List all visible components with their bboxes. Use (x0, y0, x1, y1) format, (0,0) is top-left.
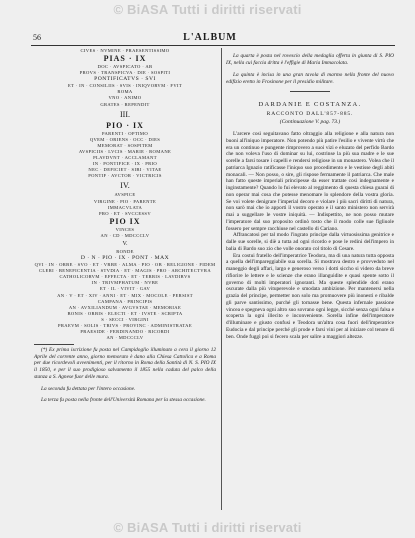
inscription-line: CIVES · NVMINE · PRAESENTISSIMO (80, 48, 170, 53)
section-numeral: V. (122, 240, 128, 247)
page-header (27, 33, 393, 45)
inscription-line: PIO IX (109, 216, 141, 226)
footnote: La terza fu posta nella fronte dell'Università Romana per la stessa occasione. (41, 397, 206, 404)
footnote: La seconda fu dettata per l'intero occasione. (41, 385, 136, 392)
inscription-line: AN · AVXILIANDUM · AVGVSTAE · MEMORIAE (68, 304, 182, 310)
inscription-line: CATHOLICORVM · EFFECTA · ET · TERRIS · LAVDIBVS (59, 274, 191, 280)
inscription-line: QVEM · ORIENS · OCC · DIES (89, 136, 161, 142)
body-paragraph: Affrancatosi per tal modo l'ingrato principe dalla virtuosissima genitrice e dalle sue sorelle, si diè a tutta ad ogni ricordo e pose le redini dell'impero in balia di Bardo suo zio che volle onorato col titolo di Cesare. (226, 232, 394, 252)
inscription-line: VIRGINE · PIO · PARENTE (93, 198, 157, 204)
body-paragraph: L'arcere così seguitavano fatto oltraggio alla religione e alla natura non buoni all'iniquo imperatore. Non potendo più patire l'esilio e vivente virtù che era un continuo e pungente rimprovero a suoi vizi e eluzato del perfido Bardo che non voleva l'uso di dominar su lui, costrinse la più sua madre e le sue sorelle a farsi tosare i capelli e rendersi religiose in un monastero. Volea che il patriarca Ignazio ratificasse l'iniquo suo procedimento e le vestisse degli abiti monacali. — Non posso, o sire, gli rispose fermamente il patriarca. Che male han fatto queste imperiali principesse da esser trattate così indegnamente e inginstamente? Quando lo fui elevato al reggimento di questa chiesa guarai di non operar mai cosa che potesse menomare lo splendore della vostra gloria. Se voi volete denigrare l'imperial decoro e violare i più sacri diritti di natura, non sarò mai che io apporti il vostro operato e il santo ministero non servirà mai a suggellare le vostre iniquità. — Indispettito, ne non posso mutare l'imperatore dal suo proposito ordinò tosto che il modo colle sue figliuole fossero per sempre racchiuse nel castello di Cariano. (226, 131, 394, 232)
inscription-line: PIO · IX (106, 120, 144, 130)
inscription-line: PONTIF · AVCTOR · VICTRICIS (88, 173, 162, 179)
inscription-line: PONTIFICATVS · SVI (94, 76, 156, 83)
inscription-line: VINCES (115, 226, 135, 232)
inscriptions (34, 48, 216, 341)
inscription-line: RONDE (116, 248, 134, 254)
inscription-line: AN · CD · MDCCCLV (100, 232, 150, 238)
watermark-bottom: © BiASA Tutti i diritti riservati (113, 520, 302, 535)
inscription-line: D · N · PIO · IX · PONT · MAX (80, 255, 170, 262)
inscription-line: VNO · ANIMO (108, 95, 142, 101)
chapter-heading: RACCONTO DALL'857-885. (266, 111, 354, 118)
left-column (34, 48, 216, 409)
inscription-line: IMMACVLATA (107, 204, 143, 210)
right-column (226, 48, 394, 340)
journal-title: L'ALBUM (183, 32, 237, 43)
intro-paragraph: La quinta è incisa in una gran tavola di marmo nella fronte del nuovo edifizio eretto in Frosinone per il presidio militare. (226, 72, 394, 85)
inscription-line: ET · IN · CONSILIIS · SVIS · INIQVORVM · FVIT (67, 83, 183, 89)
inscription-line: QVI · IN · ORBE · SVO · ET · VRBE · ALMA · PIO · OB · RELIGIONE · FIDEM (34, 262, 216, 268)
section-rule (290, 91, 330, 92)
inscription-line: AVSPICE (114, 192, 136, 198)
inscription-line: CAMPANA · PRINCIPIS (97, 298, 153, 304)
page-number: 56 (33, 33, 41, 42)
section-numeral: III. (120, 109, 130, 119)
inscription-line: PROVS · TRANSPICVA · DIE · SOSPITI (79, 70, 171, 76)
inscription-line: IN · TRIVMPHATUM · NVBE (91, 280, 159, 286)
continuation-note: (Continuazione V. pag. 73.) (279, 119, 341, 126)
inscription-line: ROMA (117, 89, 133, 95)
inscription-line: AVSPICIIS · LVCIS · MARIE · ROMANE (78, 148, 172, 154)
inscription-line: PRAEVM · SOLIS · TRIVS · PROVINC · ADMINISTRATAE (57, 323, 192, 328)
inscription-line: CLERI · BENEFICENTIA · STVDIA · ET · MAGIS · PRO · ARCHITECTVRA (38, 268, 212, 274)
inscription-line: IN · PONTIFICE · IX · PRIO (92, 161, 158, 167)
header-rule (31, 45, 395, 46)
inscription-line: NEC · DEFICIET · SIBI · VITAE (88, 167, 162, 173)
footnote-rule (34, 344, 74, 345)
inscription-line: AN · MDCCCLV (106, 335, 144, 341)
inscription-line: S · SECCI · VIRGINI (101, 316, 149, 322)
footnote: (*) Ex prima iscrizione fu posta nel Campidoglio illuminato a cera il giorno 12 Aprile del corrente anno, giorno memorato è dano alla Chiesa Cattolica e a Roma per due ricordevoli avvenimenti, per il ritorno in Roma della Santità di N. S. PIO IX il 1850, e per il suo prodigioso salvamento il 1855 nella caduta del palco della stanza a S. Agnese fuor delle mura. (34, 347, 216, 380)
inscription-line: PRAESIDE · FERDINANDO · RICORDI (80, 329, 170, 335)
inscription-line: PARENTI · OPTIMO (101, 130, 148, 136)
article-title: DARDANIE E COSTANZA. (258, 101, 362, 109)
inscription-line: AN · V · ET · XIV · ANNI · ET · MIX · MOCOLE · PERSIST (57, 292, 193, 298)
section-numeral: IV. (120, 181, 130, 191)
inscription-line: ET · IL · VIVIT · GAV (99, 286, 151, 292)
column-divider (221, 48, 222, 510)
inscription-line: PRO · ET · SVCCESSV (98, 210, 151, 216)
intro-paragraph: La quarta è posta nel rovescio della medaglia offerta in giunta di S. PIO IX, nella cui faccia dritta è l'effigie di Maria Immacolata. (226, 53, 394, 67)
inscription-line: PIAS · IX (103, 54, 147, 64)
inscription-line: MEMORAT · SOSPITEM (97, 142, 153, 148)
watermark-top: © BiASA Tutti i diritti riservati (113, 2, 302, 17)
body-paragraph: Era costui fratello dell'imperatrice Teodora, ma di una natura tutta opposta a quella dell'impareggiabile sua sorella. Si mostrava destro e provveduto nel maneggio degli affari, largo e generoso verso i dotti siccho si videro da breve rifiorire le lettere e le scienze che erano illanguidite e quasi spente sotto il governo di molti imperatori ignoranti. Ma queste splendide doti erano oscurate dalla più vituperevole e smodata ambizione. Per mantenersi nella grazia del principe, permetter non solo ma promuovere più inonesti e ribalde gli parve santissimo, purché gli tornasse bene. Questa infernale passione vincea e spegneva ogni altro suo sovrano ogni legge, sicché senza ogni falsa e scoperta la ogni illecito e inconveniente. Sorella infine dell'imperatore d'illuminare e giusto confusi e Teodora un'altra cosa fuori dell'imperatrice Eudocia e dal principe perché gli prode e farsi vini per al iniziare col tenore di ben. Onde fuggì poi si fecero scala per salire a maggiori altezze. (226, 252, 394, 340)
inscription-line: GRATES · REPENDIT (100, 101, 150, 107)
inscription-line: PLAVDVNT · ACCLAMANT (93, 155, 157, 161)
inscription-line: BONIS · ORBIS · ELECTI · ET · IVSTE · SCRIPTA (67, 310, 183, 316)
inscription-line: DOC · AVSPICATO · AB (97, 64, 153, 70)
